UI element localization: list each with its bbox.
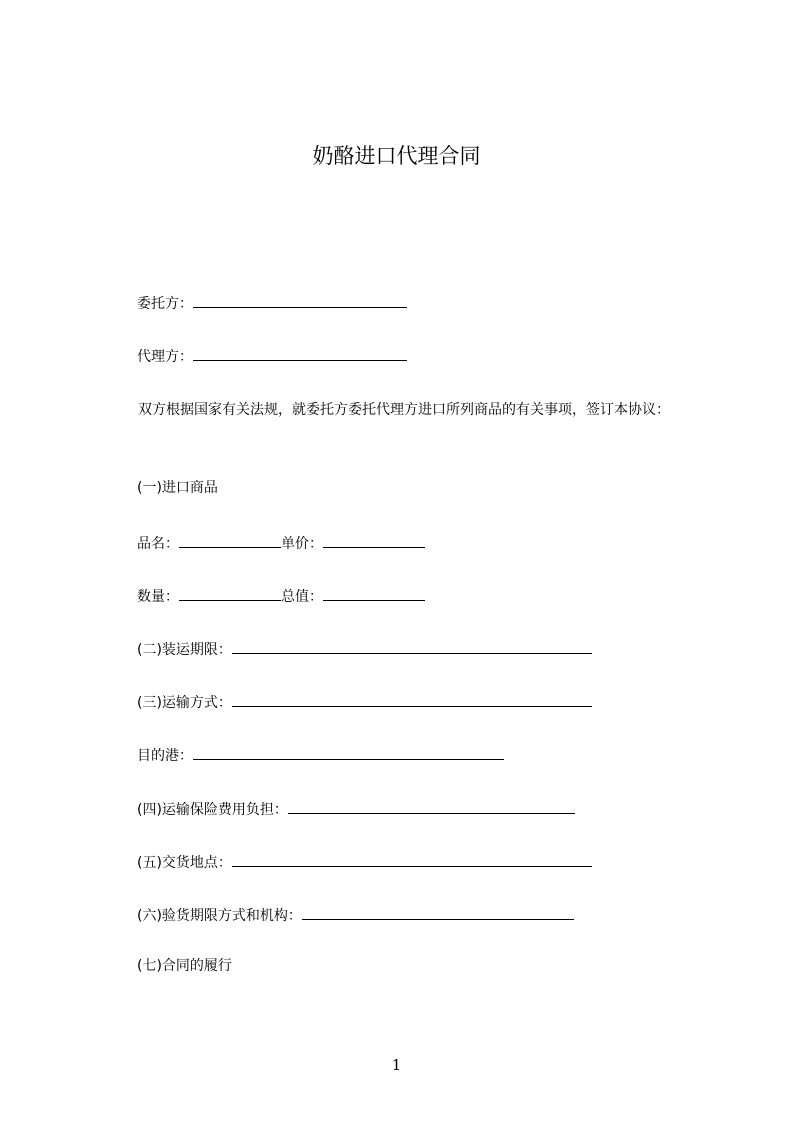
- page-number: 1: [391, 1056, 402, 1074]
- section2-label: (二)装运期限：: [137, 642, 232, 658]
- section6-line: [137, 903, 574, 926]
- section4-line: [137, 797, 575, 820]
- document-title: 奶酪进口代理合同: [312, 144, 481, 168]
- section3-line: [137, 690, 592, 713]
- section4-blank: [288, 797, 575, 814]
- section1-heading: (一)进口商品: [137, 480, 218, 496]
- section2-line: [137, 637, 592, 660]
- agent-blank: [193, 344, 407, 361]
- quantity-value-line: [137, 584, 425, 607]
- section5-blank: [232, 850, 592, 867]
- product-name-label: 品名：: [137, 536, 179, 552]
- section5-label: (五)交货地点：: [137, 855, 232, 871]
- product-name-blank: [179, 531, 281, 548]
- agent-line: [137, 344, 407, 367]
- total-value-blank: [323, 584, 425, 601]
- principal-line: [137, 291, 407, 314]
- destination-port-line: [137, 743, 504, 766]
- section5-line: [137, 850, 592, 873]
- quantity-label: 数量：: [137, 589, 179, 605]
- unit-price-blank: [323, 531, 425, 548]
- agent-label: 代理方：: [137, 349, 193, 365]
- principal-blank: [193, 291, 407, 308]
- section2-blank: [232, 637, 592, 654]
- quantity-blank: [179, 584, 281, 601]
- section3-label: (三)运输方式：: [137, 695, 232, 711]
- section6-blank: [302, 903, 574, 920]
- product-price-line: [137, 531, 425, 554]
- unit-price-label: 单价：: [281, 536, 323, 552]
- principal-label: 委托方：: [137, 296, 193, 312]
- total-value-label: 总值：: [281, 589, 323, 605]
- section3-blank: [232, 690, 592, 707]
- destination-port-blank: [193, 743, 504, 760]
- section6-label: (六)验货期限方式和机构：: [137, 908, 302, 924]
- section7-heading: (七)合同的履行: [137, 958, 232, 974]
- destination-port-label: 目的港：: [137, 748, 193, 764]
- intro-paragraph: 双方根据国家有关法规，就委托方委托代理方进口所列商品的有关事项，签订本协议：: [138, 402, 670, 418]
- section4-label: (四)运输保险费用负担：: [137, 802, 288, 818]
